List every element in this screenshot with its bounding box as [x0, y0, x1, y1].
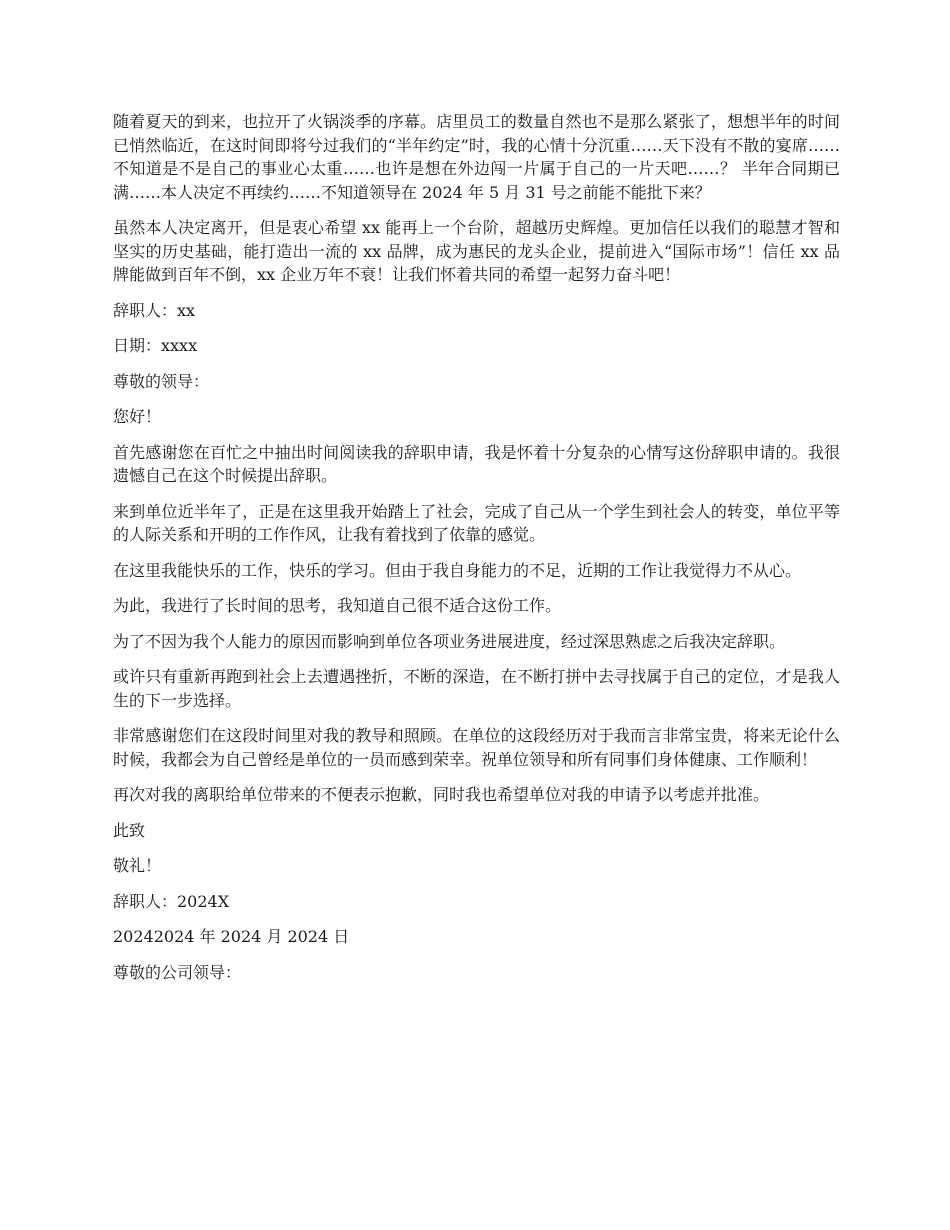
signature-resigner-2: 辞职人：2024X: [113, 891, 230, 911]
salutation: 尊敬的领导：: [113, 371, 210, 391]
paragraph-gratitude: 非常感谢您们在这段时间里对我的教导和照顾。在单位的这段经历对于我而言非常宝贵，将来无论什么时候，我都会为自己曾经是单位的一员而感到荣幸。祝单位领导和所有同事们身体健康、工作顺利！: [113, 726, 840, 769]
document-body: [113, 110, 840, 996]
greeting: 您好！: [113, 407, 162, 426]
paragraph-consideration: 为此，我进行了长时间的思考，我知道自己很不适合这份工作。: [113, 596, 562, 615]
closing-cizhi: 此致: [113, 820, 146, 840]
signature-resigner: 辞职人：xx: [113, 300, 196, 320]
signature-date: 日期：xxxx: [113, 336, 198, 355]
paragraph-experience: 来到单位近半年了，正是在这里我开始踏上了社会，完成了自己从一个学生到社会人的转变，单位平等的人际关系和开明的工作作风，让我有着找到了依靠的感觉。: [113, 501, 840, 544]
signature-date-2: 20242024 年 2024 月 2024 日: [113, 927, 350, 946]
paragraph-ability: 在这里我能快乐的工作，快乐的学习。但由于我自身能力的不足，近期的工作让我觉得力不从心。: [113, 560, 802, 580]
closing-jingli: 敬礼！: [113, 856, 162, 875]
paragraph-intro: 随着夏天的到来，也拉开了火锅淡季的序幕。店里员工的数量自然也不是那么紧张了，想想半年的时间已悄然临近，在这时间即将兮过我们的“半年约定”时，我的心情十分沉重……天下没有不散的宴席……不知道是不是自己的事业心太重……也许是想在外边闯一片属于自己的一片天吧……？ 半年合同期已满……本人决定不再续约……不知道领导在 2024 年 5 月 31 号之前能不能批下来？: [113, 112, 840, 202]
paragraph-decision: 为了不因为我个人能力的原因而影响到单位各项业务进展进度，经过深思熟虑之后我决定辞职。: [113, 631, 786, 651]
paragraph-wishes: 虽然本人决定离开，但是衷心希望 xx 能再上一个台阶，超越历史辉煌。更加信任以我们的聪慧才智和坚实的历史基础，能打造出一流的 xx 品牌，成为惠民的龙头企业，提前进入“国际市场”！信任 xx 品牌能做到百年不倒，xx 企业万年不衰！让我们怀着共同的希望一起努力奋斗吧！: [113, 218, 840, 284]
paragraph-apology: 再次对我的离职给单位带来的不便表示抱歉，同时我也希望单位对我的申请予以考虑并批准。: [113, 785, 770, 804]
paragraph-thanks: 首先感谢您在百忙之中抽出时间阅读我的辞职申请，我是怀着十分复杂的心情写这份辞职申请的。我很遗憾自己在这个时候提出辞职。: [113, 442, 840, 485]
salutation-2: 尊敬的公司领导：: [113, 962, 242, 982]
paragraph-next-step: 或许只有重新再跑到社会上去遭遇挫折，不断的深造，在不断打拼中去寻找属于自己的定位，才是我人生的下一步选择。: [113, 667, 840, 710]
